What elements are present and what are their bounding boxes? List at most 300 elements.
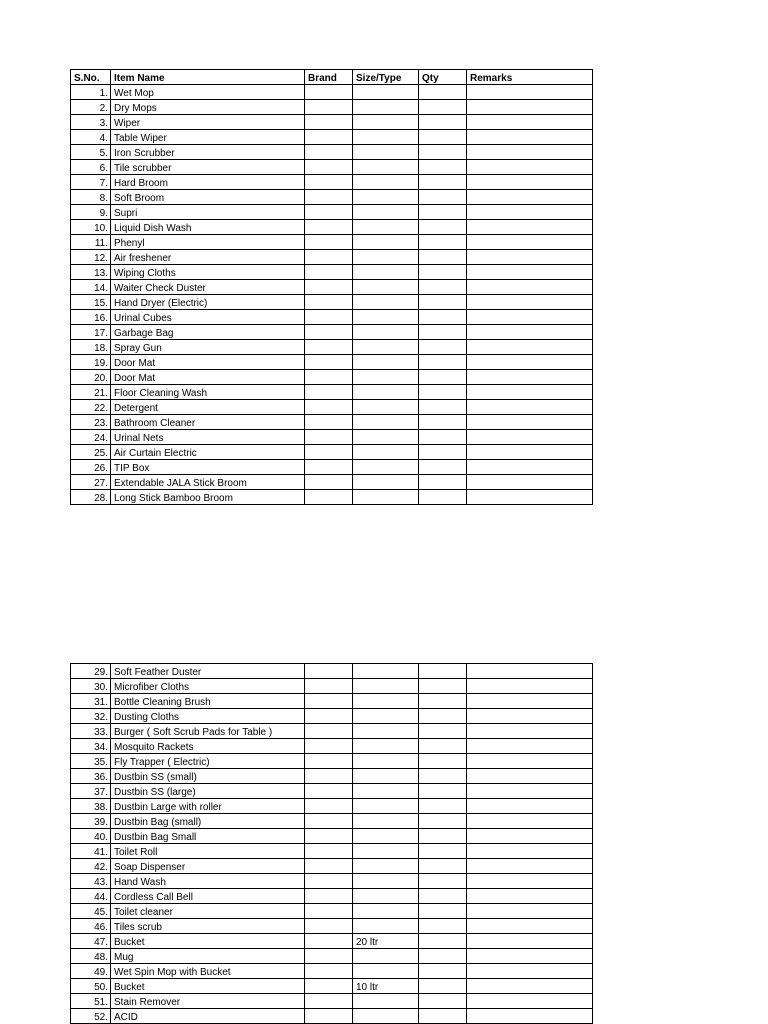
cell-sno: 35. [71,754,111,769]
cell-item-name: Toilet Roll [111,844,305,859]
cell-size-type [353,145,419,160]
cell-size-type [353,460,419,475]
cell-size-type [353,385,419,400]
cell-item-name: Wiping Cloths [111,265,305,280]
cell-sno: 37. [71,784,111,799]
cell-remarks [467,415,593,430]
table-row [71,889,593,904]
cell-qty [419,709,467,724]
cell-item-name: Bucket [111,934,305,949]
cell-remarks [467,430,593,445]
cell-remarks [467,964,593,979]
cell-qty [419,904,467,919]
cell-item-name: Urinal Nets [111,430,305,445]
cell-brand [305,280,353,295]
cell-item-name: Soft Broom [111,190,305,205]
cell-qty [419,490,467,505]
cell-remarks [467,220,593,235]
cell-brand [305,724,353,739]
cell-size-type: 10 ltr [353,979,419,994]
cell-qty [419,829,467,844]
cell-qty [419,475,467,490]
table-row [71,664,593,679]
cell-remarks [467,679,593,694]
cell-item-name: Table Wiper [111,130,305,145]
cell-sno: 32. [71,709,111,724]
cell-sno: 25. [71,445,111,460]
cell-sno: 19. [71,355,111,370]
cell-sno: 49. [71,964,111,979]
cell-size-type [353,235,419,250]
cell-item-name: Wet Mop [111,85,305,100]
cell-qty [419,889,467,904]
cell-remarks [467,325,593,340]
table-row [71,160,593,175]
table-row [71,325,593,340]
cell-size-type [353,829,419,844]
table-row [71,295,593,310]
cell-size-type [353,694,419,709]
table-row [71,145,593,160]
cell-qty [419,445,467,460]
cell-size-type [353,724,419,739]
cell-sno: 42. [71,859,111,874]
header-size-type: Size/Type [353,70,419,85]
cell-qty [419,754,467,769]
cell-item-name: Floor Cleaning Wash [111,385,305,400]
table-row [71,739,593,754]
cell-size-type [353,1009,419,1024]
cell-sno: 36. [71,769,111,784]
cell-brand [305,874,353,889]
cell-brand [305,400,353,415]
table-row [71,460,593,475]
cell-size-type [353,265,419,280]
table-row [71,724,593,739]
cell-sno: 21. [71,385,111,400]
cell-item-name: Burger ( Soft Scrub Pads for Table ) [111,724,305,739]
cell-item-name: Garbage Bag [111,325,305,340]
cell-sno: 20. [71,370,111,385]
cell-qty [419,85,467,100]
cell-item-name: Dustbin Bag (small) [111,814,305,829]
cell-size-type [353,280,419,295]
table-row [71,829,593,844]
table-row [71,175,593,190]
table-row [71,415,593,430]
header-brand: Brand [305,70,353,85]
cell-brand [305,370,353,385]
cell-sno: 50. [71,979,111,994]
cell-qty [419,400,467,415]
cell-qty [419,115,467,130]
table-2-body [71,664,593,1024]
cell-size-type [353,784,419,799]
cell-qty [419,310,467,325]
cell-sno: 14. [71,280,111,295]
cell-size-type [353,220,419,235]
cell-remarks [467,754,593,769]
table-row [71,679,593,694]
cell-brand [305,829,353,844]
cell-size-type: 20 ltr [353,934,419,949]
cell-item-name: Extendable JALA Stick Broom [111,475,305,490]
cell-remarks [467,904,593,919]
cell-size-type [353,874,419,889]
cell-brand [305,310,353,325]
cell-sno: 27. [71,475,111,490]
table-row [71,814,593,829]
cell-brand [305,949,353,964]
table-row [71,355,593,370]
cell-brand [305,85,353,100]
cell-remarks [467,190,593,205]
cell-size-type [353,919,419,934]
cell-size-type [353,295,419,310]
cell-remarks [467,829,593,844]
cell-qty [419,679,467,694]
cell-qty [419,280,467,295]
cell-qty [419,664,467,679]
cell-remarks [467,874,593,889]
cell-item-name: Toilet cleaner [111,904,305,919]
cell-sno: 3. [71,115,111,130]
cell-item-name: Soft Feather Duster [111,664,305,679]
cell-item-name: Spray Gun [111,340,305,355]
cell-remarks [467,994,593,1009]
cell-size-type [353,160,419,175]
table-header-row [71,70,593,85]
cell-remarks [467,739,593,754]
cell-remarks [467,889,593,904]
items-table-2 [70,663,593,1024]
cell-brand [305,739,353,754]
cell-qty [419,355,467,370]
table-row [71,430,593,445]
cell-brand [305,490,353,505]
cell-remarks [467,694,593,709]
table-row [71,115,593,130]
cell-item-name: Iron Scrubber [111,145,305,160]
cell-brand [305,694,353,709]
cell-item-name: Microfiber Cloths [111,679,305,694]
cell-item-name: Dry Mops [111,100,305,115]
cell-sno: 52. [71,1009,111,1024]
cell-brand [305,115,353,130]
table-row [71,475,593,490]
cell-qty [419,739,467,754]
cell-remarks [467,664,593,679]
cell-size-type [353,340,419,355]
cell-remarks [467,859,593,874]
table-row [71,979,593,994]
cell-sno: 17. [71,325,111,340]
cell-qty [419,784,467,799]
cell-qty [419,994,467,1009]
cell-item-name: Supri [111,205,305,220]
cell-sno: 7. [71,175,111,190]
cell-brand [305,355,353,370]
cell-sno: 11. [71,235,111,250]
header-sno: S.No. [71,70,111,85]
cell-brand [305,994,353,1009]
cell-remarks [467,310,593,325]
table-row [71,994,593,1009]
cell-remarks [467,175,593,190]
table-row [71,370,593,385]
cell-brand [305,385,353,400]
cell-sno: 6. [71,160,111,175]
cell-qty [419,799,467,814]
cell-sno: 38. [71,799,111,814]
cell-size-type [353,679,419,694]
cell-size-type [353,754,419,769]
header-item-name: Item Name [111,70,305,85]
table-row [71,799,593,814]
cell-remarks [467,280,593,295]
cell-brand [305,769,353,784]
cell-sno: 30. [71,679,111,694]
cell-item-name: Tile scrubber [111,160,305,175]
cell-sno: 23. [71,415,111,430]
cell-brand [305,445,353,460]
cell-brand [305,1009,353,1024]
cell-brand [305,964,353,979]
cell-item-name: Door Mat [111,370,305,385]
cell-size-type [353,355,419,370]
cell-size-type [353,175,419,190]
cell-item-name: Hard Broom [111,175,305,190]
table-row [71,844,593,859]
cell-qty [419,769,467,784]
cell-qty [419,340,467,355]
cell-qty [419,160,467,175]
cell-remarks [467,250,593,265]
cell-remarks [467,460,593,475]
cell-remarks [467,355,593,370]
cell-qty [419,205,467,220]
table-row [71,265,593,280]
cell-item-name: Dustbin Bag Small [111,829,305,844]
cell-size-type [353,889,419,904]
cell-brand [305,130,353,145]
cell-qty [419,100,467,115]
cell-size-type [353,949,419,964]
cell-size-type [353,859,419,874]
cell-qty [419,859,467,874]
cell-item-name: Air Curtain Electric [111,445,305,460]
cell-item-name: Hand Dryer (Electric) [111,295,305,310]
table-row [71,919,593,934]
cell-remarks [467,130,593,145]
cell-remarks [467,844,593,859]
cell-size-type [353,769,419,784]
cell-size-type [353,739,419,754]
cell-brand [305,220,353,235]
cell-brand [305,190,353,205]
cell-remarks [467,205,593,220]
cell-item-name: Soap Dispenser [111,859,305,874]
table-row [71,100,593,115]
cell-brand [305,205,353,220]
cell-sno: 48. [71,949,111,964]
cell-brand [305,475,353,490]
cell-brand [305,754,353,769]
cell-sno: 18. [71,340,111,355]
cell-item-name: Hand Wash [111,874,305,889]
cell-remarks [467,934,593,949]
cell-qty [419,814,467,829]
cell-item-name: Dustbin SS (small) [111,769,305,784]
cell-sno: 2. [71,100,111,115]
cell-size-type [353,490,419,505]
cell-sno: 1. [71,85,111,100]
cell-remarks [467,370,593,385]
cell-sno: 43. [71,874,111,889]
cell-qty [419,130,467,145]
cell-size-type [353,475,419,490]
cell-sno: 40. [71,829,111,844]
cell-sno: 29. [71,664,111,679]
cell-size-type [353,250,419,265]
cell-sno: 15. [71,295,111,310]
cell-brand [305,160,353,175]
table-row [71,190,593,205]
table-row [71,400,593,415]
cell-remarks [467,724,593,739]
table-row [71,340,593,355]
cell-brand [305,100,353,115]
table-row [71,859,593,874]
table-row [71,220,593,235]
cell-qty [419,385,467,400]
cell-sno: 46. [71,919,111,934]
cell-size-type [353,190,419,205]
cell-sno: 39. [71,814,111,829]
cell-qty [419,844,467,859]
table-row [71,769,593,784]
table-row [71,1009,593,1024]
cell-size-type [353,964,419,979]
table-row [71,934,593,949]
cell-brand [305,859,353,874]
cell-remarks [467,919,593,934]
header-remarks: Remarks [467,70,593,85]
cell-size-type [353,115,419,130]
cell-size-type [353,310,419,325]
cell-qty [419,874,467,889]
cell-remarks [467,340,593,355]
cell-qty [419,430,467,445]
table-row [71,280,593,295]
cell-qty [419,415,467,430]
cell-item-name: Door Mat [111,355,305,370]
table-row [71,235,593,250]
cell-remarks [467,769,593,784]
cell-item-name: Mug [111,949,305,964]
items-table-1 [70,69,593,505]
header-qty: Qty [419,70,467,85]
cell-brand [305,145,353,160]
cell-item-name: Phenyl [111,235,305,250]
cell-item-name: Dusting Cloths [111,709,305,724]
cell-qty [419,235,467,250]
cell-size-type [353,664,419,679]
cell-brand [305,904,353,919]
cell-size-type [353,445,419,460]
cell-brand [305,844,353,859]
cell-item-name: Mosquito Rackets [111,739,305,754]
cell-item-name: Dustbin Large with roller [111,799,305,814]
cell-brand [305,295,353,310]
cell-item-name: Liquid Dish Wash [111,220,305,235]
cell-brand [305,430,353,445]
cell-size-type [353,325,419,340]
cell-remarks [467,490,593,505]
cell-size-type [353,415,419,430]
cell-qty [419,220,467,235]
cell-item-name: Tiles scrub [111,919,305,934]
cell-remarks [467,295,593,310]
cell-remarks [467,145,593,160]
cell-qty [419,175,467,190]
cell-remarks [467,814,593,829]
cell-size-type [353,799,419,814]
cell-item-name: Waiter Check Duster [111,280,305,295]
cell-remarks [467,949,593,964]
table-row [71,385,593,400]
cell-qty [419,145,467,160]
table-row [71,85,593,100]
cell-remarks [467,400,593,415]
cell-sno: 22. [71,400,111,415]
cell-sno: 47. [71,934,111,949]
cell-sno: 24. [71,430,111,445]
cell-remarks [467,709,593,724]
cell-sno: 10. [71,220,111,235]
table-row [71,205,593,220]
cell-item-name: TIP Box [111,460,305,475]
cell-brand [305,175,353,190]
cell-size-type [353,430,419,445]
table-row [71,694,593,709]
cell-sno: 34. [71,739,111,754]
table-row [71,754,593,769]
table-row [71,445,593,460]
cell-remarks [467,115,593,130]
cell-remarks [467,475,593,490]
table-row [71,250,593,265]
cell-brand [305,979,353,994]
cell-remarks [467,784,593,799]
cell-item-name: Bathroom Cleaner [111,415,305,430]
table-row [71,310,593,325]
cell-qty [419,724,467,739]
cell-qty [419,979,467,994]
cell-item-name: Detergent [111,400,305,415]
cell-item-name: Long Stick Bamboo Broom [111,490,305,505]
cell-qty [419,325,467,340]
cell-remarks [467,100,593,115]
cell-qty [419,934,467,949]
cell-qty [419,460,467,475]
cell-brand [305,460,353,475]
cell-brand [305,664,353,679]
cell-sno: 44. [71,889,111,904]
cell-brand [305,325,353,340]
cell-remarks [467,235,593,250]
cell-sno: 51. [71,994,111,1009]
